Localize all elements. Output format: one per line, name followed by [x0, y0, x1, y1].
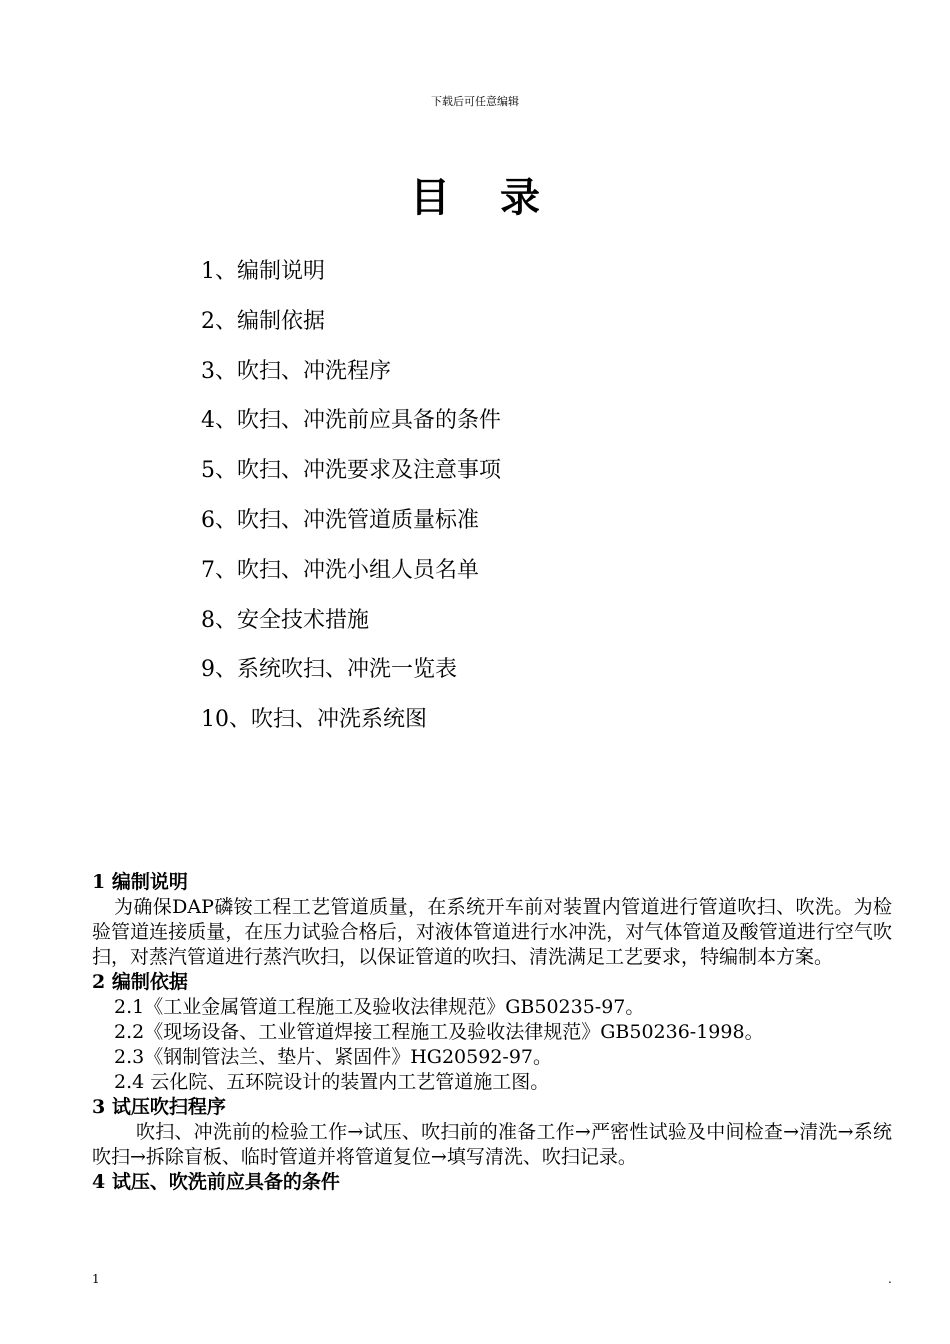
reference-item: 2.1《工业金属管道工程施工及验收法律规范》GB50235-97。	[114, 996, 645, 1018]
toc-item: 10、吹扫、冲洗系统图	[201, 707, 427, 733]
section-heading-1: 1 编制说明	[92, 871, 188, 893]
section-heading-2: 2 编制依据	[92, 971, 188, 993]
toc-title: 目 录	[410, 174, 558, 221]
header-note: 下载后可任意编辑	[431, 95, 519, 108]
toc-item: 2、编制依据	[201, 308, 325, 334]
section-heading-4: 4 试压、吹洗前应具备的条件	[92, 1171, 340, 1193]
section-paragraph-3: 吹扫、冲洗前的检验工作→试压、吹扫前的准备工作→严密性试验及中间检查→清洗→系统吹扫→拆除盲板、临时管道并将管道复位→填写清洗、吹扫记录。	[92, 1121, 892, 1168]
toc-list	[201, 254, 501, 752]
section-paragraph-1: 为确保DAP磷铵工程工艺管道质量，在系统开车前对装置内管道进行管道吹扫、吹洗。为检验管道连接质量，在压力试验合格后，对液体管道进行水冲洗，对气体管道及酸管道进行空气吹扫，对蒸汽管道进行蒸汽吹扫，以保证管道的吹扫、清洗满足工艺要求，特编制本方案。	[92, 896, 892, 968]
toc-item: 4、吹扫、冲洗前应具备的条件	[201, 408, 501, 434]
toc-item: 9、系统吹扫、冲洗一览表	[201, 657, 457, 683]
toc-item: 6、吹扫、冲洗管道质量标准	[201, 507, 479, 533]
toc-item: 5、吹扫、冲洗要求及注意事项	[201, 458, 501, 484]
page-number: 1	[92, 1272, 100, 1286]
toc-item: 3、吹扫、冲洗程序	[201, 358, 391, 384]
toc-item: 8、安全技术措施	[201, 607, 369, 633]
section-heading-3: 3 试压吹扫程序	[92, 1096, 226, 1118]
footer-dot: .	[888, 1272, 892, 1286]
reference-item: 2.2《现场设备、工业管道焊接工程施工及验收法律规范》GB50236-1998。	[114, 1021, 764, 1043]
toc-item: 1、编制说明	[201, 259, 325, 284]
reference-item: 2.4 云化院、五环院设计的装置内工艺管道施工图。	[114, 1071, 550, 1093]
toc-item: 7、吹扫、冲洗小组人员名单	[201, 557, 479, 583]
document-body	[92, 870, 892, 1195]
reference-item: 2.3《钢制管法兰、垫片、紧固件》HG20592-97。	[114, 1046, 553, 1068]
